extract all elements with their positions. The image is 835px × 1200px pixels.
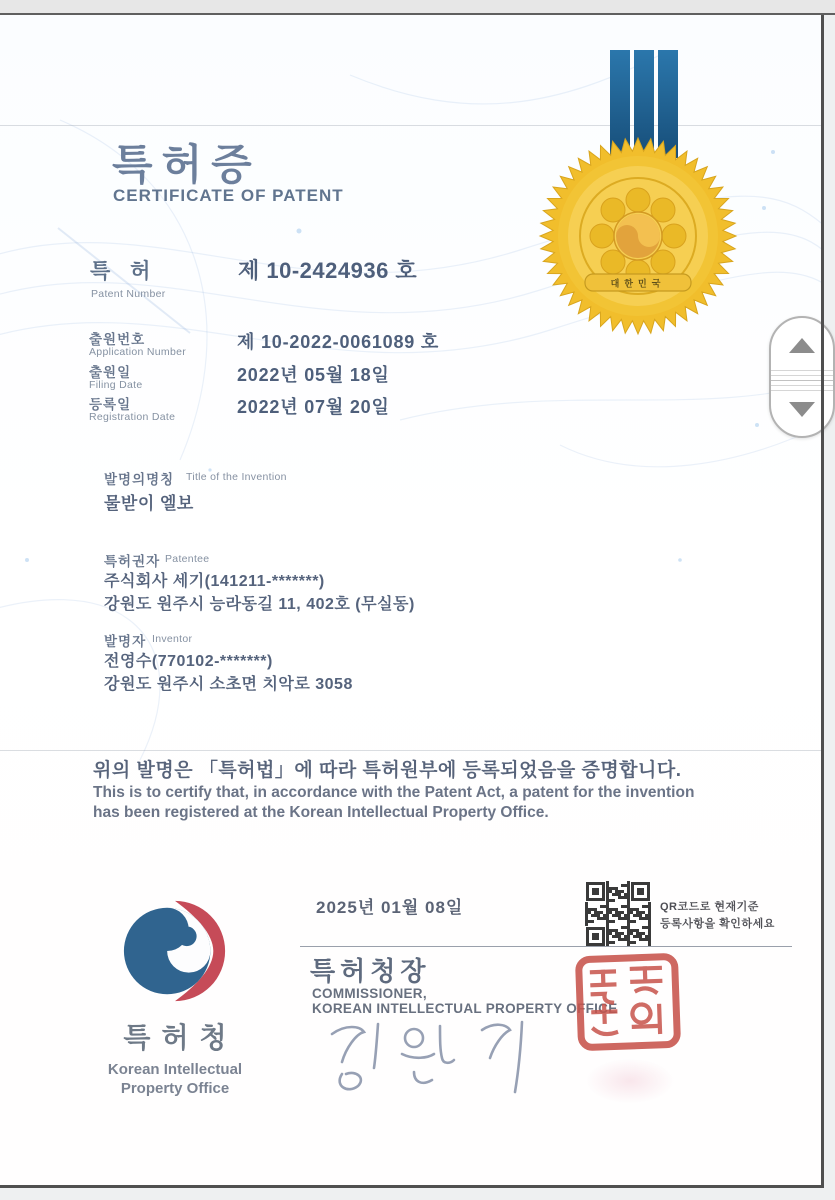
kipo-logo-icon: [116, 895, 234, 1007]
commissioner-title-en-line2: KOREAN INTELLECTUAL PROPERTY OFFICE: [312, 1001, 618, 1016]
application-number-value: 제 10-2022-0061089 호: [237, 332, 440, 352]
certification-statement-en-line2: has been registered at the Korean Intellectual Property Office.: [93, 804, 549, 822]
patent-number-value: 제 10-2424936 호: [238, 258, 418, 283]
issue-date: 2025년 01월 08일: [316, 898, 464, 917]
certification-statement-en: [93, 783, 771, 823]
filing-date-value: 2022년 05월 18일: [237, 365, 390, 385]
patentee-label-en: Patentee: [165, 553, 210, 565]
scroll-down-icon[interactable]: [789, 402, 815, 417]
patentee-address: 강원도 원주시 능라동길 11, 402호 (무실동): [104, 596, 415, 613]
kipo-logo-block: [93, 895, 257, 1099]
qr-caption: [660, 899, 790, 933]
registration-date-label-kr: 등록일: [89, 397, 132, 412]
inventor-label-kr: 발명자: [104, 634, 147, 649]
registration-date-value: 2022년 07월 20일: [237, 397, 390, 417]
seal-ink-smudge: [585, 1058, 675, 1104]
scan-fold-line-top: [0, 125, 822, 126]
page-subtitle: CERTIFICATE OF PATENT: [113, 186, 344, 205]
patent-label-kr: 특 허: [90, 260, 158, 283]
patentee-name: 주식회사 세기(141211-*******): [104, 573, 325, 590]
filing-date-label-kr: 출원일: [89, 365, 132, 380]
kipo-name-kr: 특허청: [123, 1022, 238, 1053]
certification-statement-kr: 위의 발명은 「특허법」에 따라 특허원부에 등록되었음을 증명합니다.: [93, 760, 682, 781]
inventor-address: 강원도 원주시 소초면 치악로 3058: [104, 676, 353, 693]
certification-statement-en-line1: This is to certify that, in accordance with the Patent Act, a patent for the invention: [93, 784, 695, 801]
commissioner-title-en-line1: COMMISSIONER,: [312, 986, 427, 1001]
qr-caption-line2: 등록사항을 확인하세요: [660, 918, 775, 931]
scan-fold-line-middle: [0, 750, 822, 751]
application-number-label-kr: 출원번호: [89, 332, 146, 347]
qr-code: [585, 881, 651, 947]
viewer-top-bar: [0, 0, 835, 15]
page-right-border: [821, 15, 824, 1188]
page-bottom-border: [0, 1185, 824, 1188]
signature-divider-line: [300, 946, 792, 947]
patent-label-en: Patent Number: [91, 288, 166, 300]
filing-date-label-en: Filing Date: [89, 379, 143, 391]
inventor-label-en: Inventor: [152, 633, 193, 645]
medal-banner-text: 대한민국: [610, 278, 666, 289]
commissioner-signature: [322, 1020, 542, 1095]
gold-medal-seal: [538, 136, 738, 336]
patentee-label-kr: 특허권자: [104, 554, 161, 569]
application-number-label-en: Application Number: [89, 346, 187, 358]
kipo-name-en: [93, 1061, 257, 1099]
commissioner-title-kr: 특허청장: [310, 956, 431, 986]
scroll-widget[interactable]: [769, 316, 835, 438]
invention-title-value: 물받이 엘보: [104, 494, 194, 513]
page-title: 특허증: [112, 141, 261, 188]
qr-caption-line1: QR코드로 현재기준: [660, 901, 759, 913]
scroll-up-icon[interactable]: [789, 338, 815, 353]
registration-date-label-en: Registration Date: [89, 411, 176, 423]
invention-title-label-en: Title of the Invention: [186, 471, 287, 483]
official-red-seal: [573, 951, 682, 1053]
inventor-name: 전영수(770102-*******): [104, 653, 273, 670]
kipo-name-en-line2: Property Office: [120, 1079, 230, 1097]
invention-title-label-kr: 발명의명칭: [104, 472, 175, 487]
kipo-name-en-line1: Korean Intellectual: [107, 1061, 243, 1078]
